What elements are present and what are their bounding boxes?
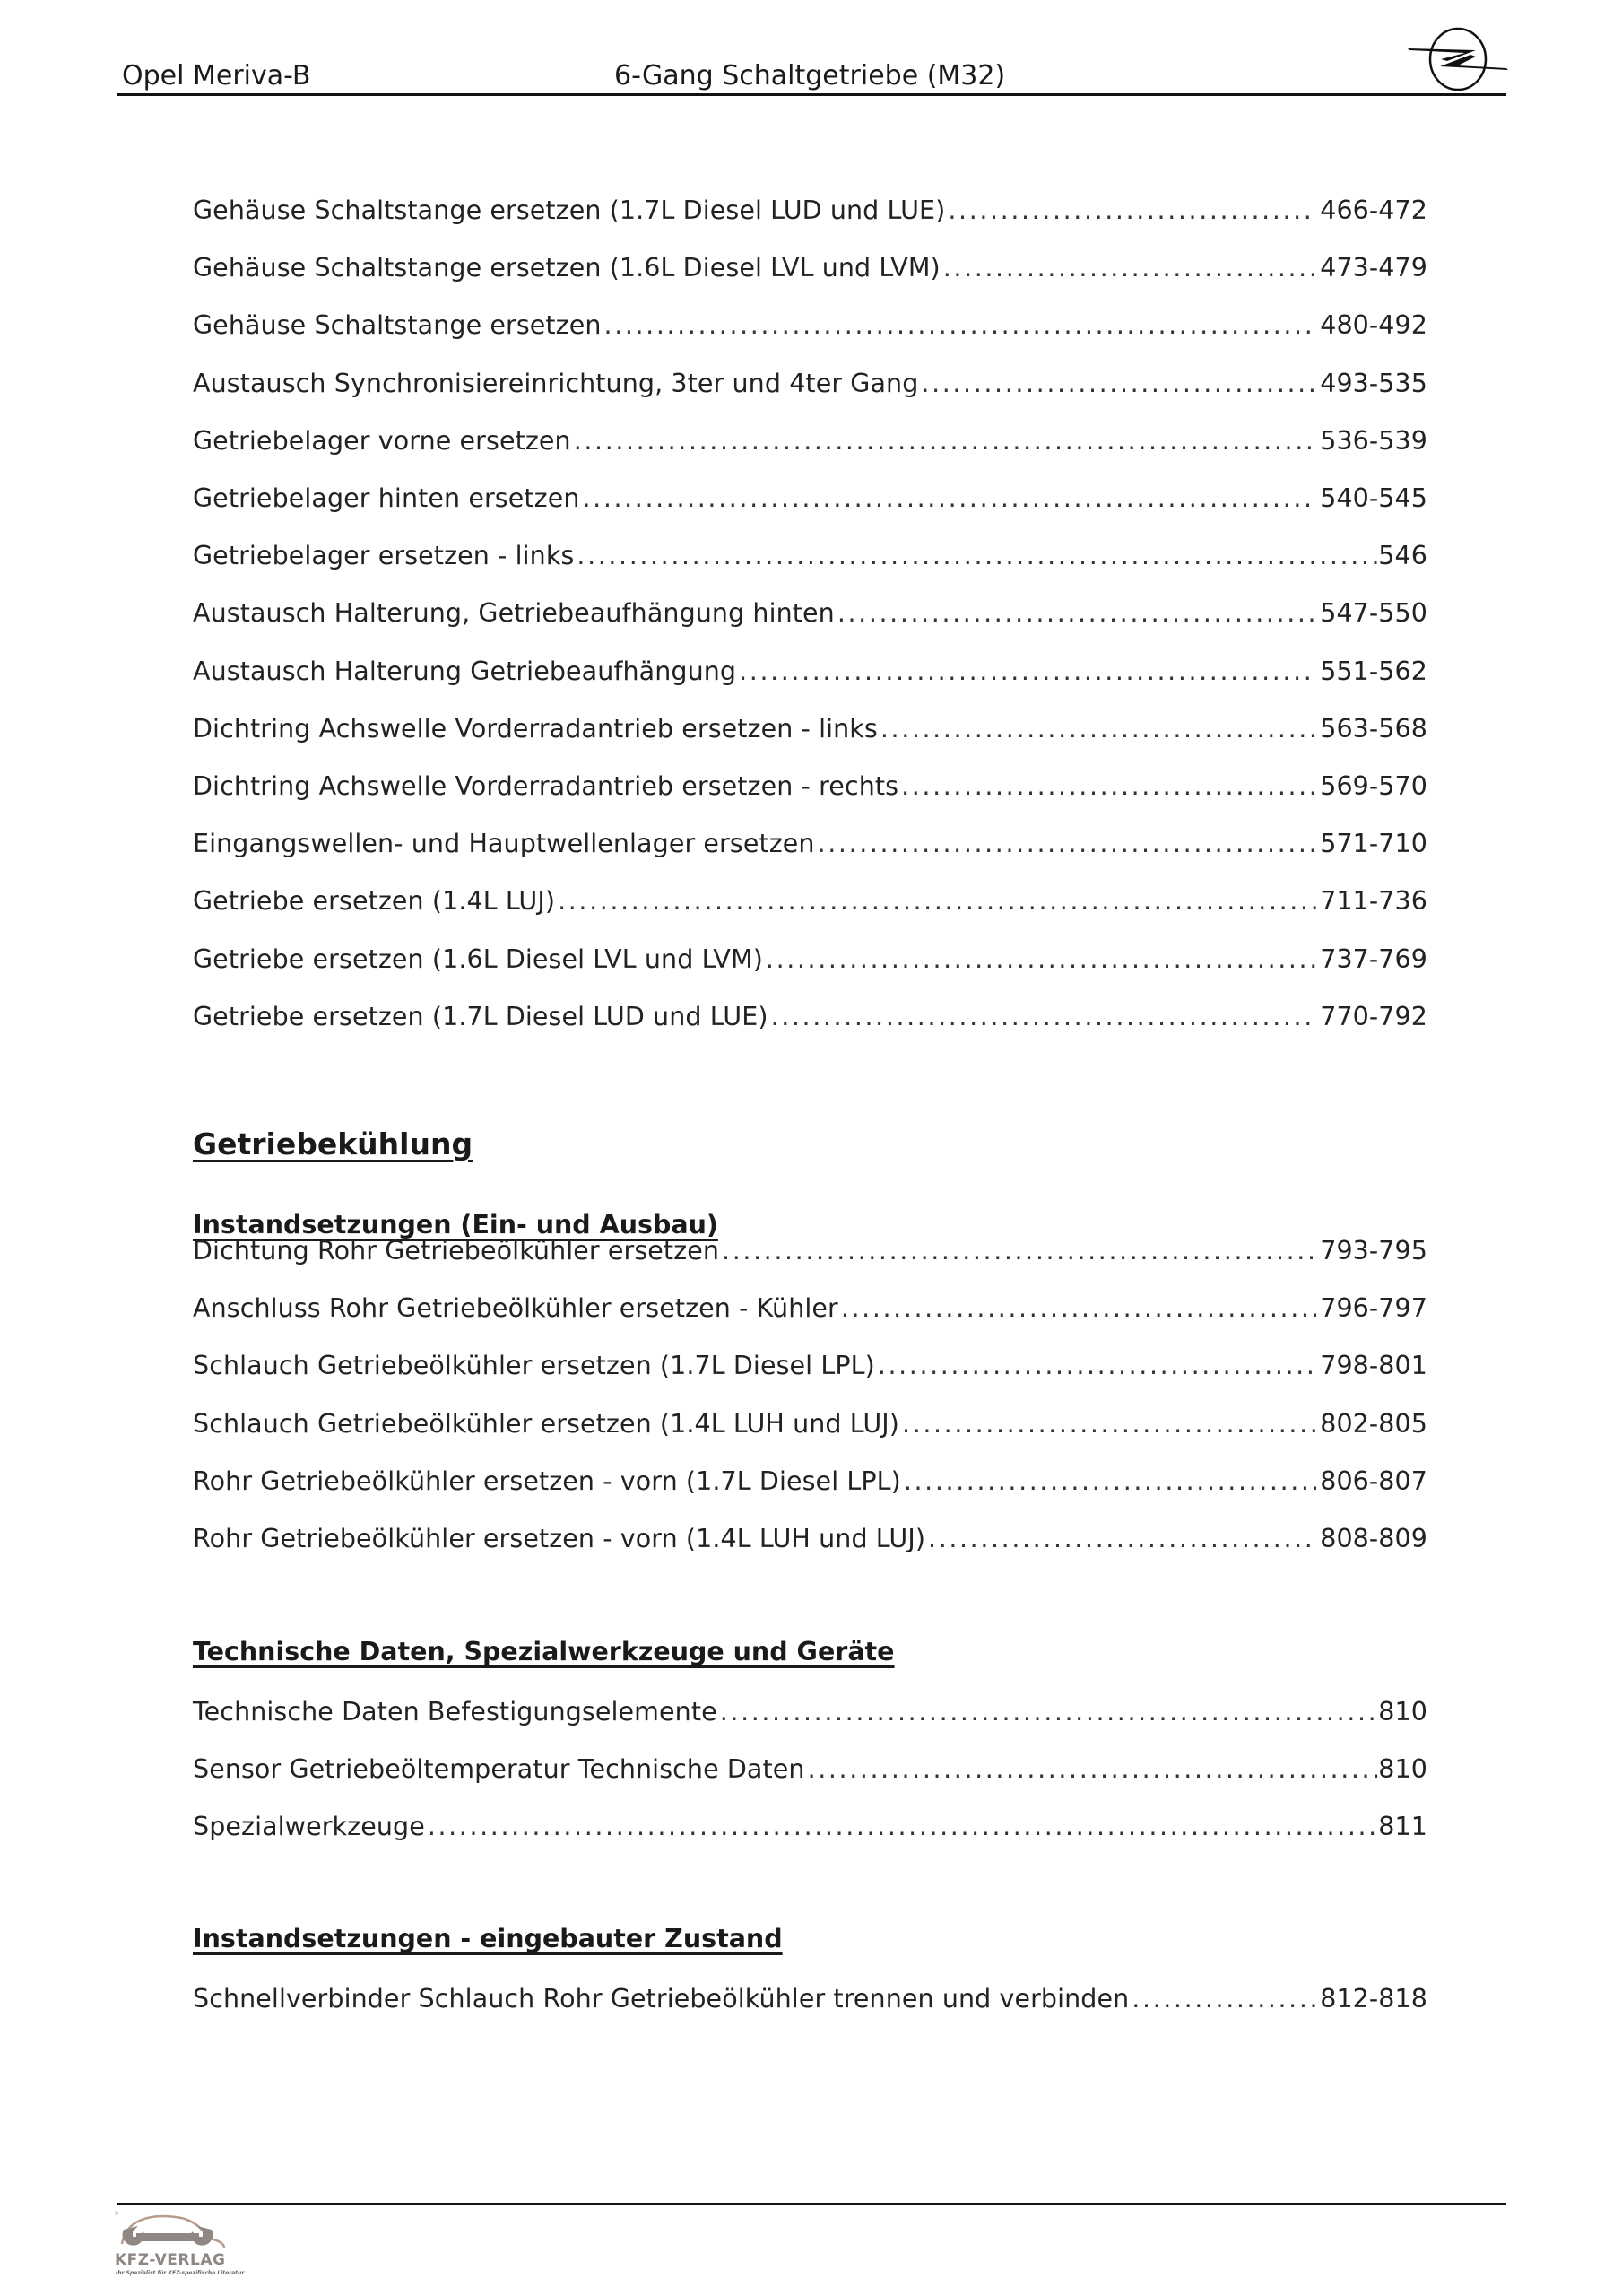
opel-blitz-logo-icon (1406, 25, 1510, 93)
toc-entry[interactable] (193, 308, 1427, 344)
toc-entry-page: 770-792 (1320, 1002, 1427, 1031)
dot-leader (837, 596, 1316, 631)
dot-leader (558, 883, 1316, 919)
toc-entry-title: Gehäuse Schaltstange ersetzen (1.7L Diesel LUD und LUE) (193, 196, 946, 225)
toc-entry-title: Schnellverbinder Schlauch Rohr Getriebeölkühler trennen und verbinden (193, 1984, 1130, 2013)
dot-leader (841, 1291, 1316, 1326)
toc-entry-title: Getriebe ersetzen (1.6L Diesel LVL und LVM) (193, 944, 763, 974)
toc-entry-page: 540-545 (1320, 483, 1427, 513)
dot-leader (428, 1809, 1378, 1845)
toc-entry[interactable] (193, 1694, 1427, 1730)
toc-entry-title: Dichtung Rohr Getriebeölkühler ersetzen (193, 1236, 720, 1265)
toc-entry-page: 711-736 (1320, 886, 1427, 916)
toc-entry-page: 569-570 (1320, 771, 1427, 801)
header-chapter-title: 6-Gang Schaltgetriebe (M32) (614, 60, 1006, 91)
toc-entry-page: 798-801 (1320, 1351, 1427, 1380)
dot-leader (943, 250, 1316, 286)
toc-entry-page: 810 (1378, 1697, 1427, 1726)
toc-entry-title: Getriebe ersetzen (1.7L Diesel LUD und LUE) (193, 1002, 768, 1031)
dot-leader (880, 711, 1316, 747)
toc-entry-page: 551-562 (1320, 657, 1427, 686)
section-heading-technische-daten[interactable]: Technische Daten, Spezialwerkzeuge und Geräte (193, 1637, 895, 1666)
dot-leader (878, 1348, 1316, 1384)
toc-entry-page: 806-807 (1320, 1466, 1427, 1496)
toc-entry-title: Anschluss Rohr Getriebeölkühler ersetzen - Kühler (193, 1293, 838, 1323)
toc-entry-page: 563-568 (1320, 714, 1427, 744)
section-heading-eingebauter-zustand[interactable]: Instandsetzungen - eingebauter Zustand (193, 1924, 783, 1953)
toc-entry-page: 571-710 (1320, 829, 1427, 858)
toc-entry-page: 808-809 (1320, 1524, 1427, 1553)
toc-entry-title: Eingangswellen- und Hauptwellenlager ersetzen (193, 829, 815, 858)
toc-entry-title: Dichtring Achswelle Vorderradantrieb ersetzen - links (193, 714, 878, 744)
dot-leader (771, 999, 1317, 1035)
toc-entry[interactable] (193, 942, 1427, 978)
toc-entry[interactable] (193, 1348, 1427, 1384)
toc-entry-page: 810 (1378, 1754, 1427, 1784)
dot-leader (577, 538, 1378, 574)
toc-entry[interactable] (193, 423, 1427, 459)
toc-entry[interactable] (193, 193, 1427, 229)
dot-leader (604, 308, 1317, 344)
toc-entry-title: Getriebe ersetzen (1.4L LUJ) (193, 886, 556, 916)
toc-entry-title: Spezialwerkzeuge (193, 1812, 425, 1841)
toc-entry-page: 493-535 (1320, 369, 1427, 398)
dot-leader (902, 1406, 1316, 1442)
toc-entry-page: 546 (1378, 541, 1427, 570)
toc-entry[interactable] (193, 1291, 1427, 1326)
toc-entry[interactable] (193, 883, 1427, 919)
toc-entry-page: 811 (1378, 1812, 1427, 1841)
toc-entry-title: Schlauch Getriebeölkühler ersetzen (1.4L LUH und LUJ) (193, 1409, 900, 1439)
dot-leader (1132, 1981, 1316, 2017)
toc-entry-title: Austausch Halterung, Getriebeaufhängung hinten (193, 598, 835, 628)
dot-leader (904, 1464, 1316, 1500)
toc-entry[interactable] (193, 999, 1427, 1035)
toc-entry-title: Rohr Getriebeölkühler ersetzen - vorn (1.7L Diesel LPL) (193, 1466, 901, 1496)
toc-entry-page: 793-795 (1320, 1236, 1427, 1265)
toc-entry-title: Dichtring Achswelle Vorderradantrieb ersetzen - rechts (193, 771, 899, 801)
toc-entry[interactable] (193, 1233, 1427, 1269)
toc-entry-page: 802-805 (1320, 1409, 1427, 1439)
toc-entry[interactable] (193, 1981, 1427, 2017)
publisher-logo-tagline: Ihr Spezialist für KFZ-spezifische Literatur (116, 2270, 245, 2276)
dot-leader (921, 366, 1316, 402)
toc-entry-page: 466-472 (1320, 196, 1427, 225)
toc-entry-page: 812-818 (1320, 1984, 1427, 2013)
toc-entry-title: Austausch Synchronisiereinrichtung, 3ter und 4ter Gang (193, 369, 919, 398)
toc-entry-page: 796-797 (1320, 1293, 1427, 1323)
toc-entry[interactable] (193, 596, 1427, 631)
toc-entry-page: 536-539 (1320, 426, 1427, 456)
dot-leader (720, 1694, 1379, 1730)
publisher-logo-name: KFZ-VERLAG (115, 2251, 226, 2269)
dot-leader (722, 1233, 1316, 1269)
dot-leader (583, 481, 1317, 517)
toc-entry-title: Gehäuse Schaltstange ersetzen (193, 310, 602, 340)
toc-entry[interactable] (193, 481, 1427, 517)
toc-entry-title: Austausch Halterung Getriebeaufhängung (193, 657, 737, 686)
toc-entry-page: 547-550 (1320, 598, 1427, 628)
toc-entry-page: 473-479 (1320, 253, 1427, 283)
toc-entry-title: Technische Daten Befestigungselemente (193, 1697, 717, 1726)
toc-entry[interactable] (193, 250, 1427, 286)
dot-leader (948, 193, 1316, 229)
toc-entry[interactable] (193, 538, 1427, 574)
toc-entry-title: Gehäuse Schaltstange ersetzen (1.6L Diesel LVL und LVM) (193, 253, 941, 283)
toc-entry[interactable] (193, 1521, 1427, 1557)
dot-leader (818, 826, 1317, 862)
car-wrench-logo-icon (113, 2208, 230, 2280)
dot-leader (928, 1521, 1316, 1557)
toc-entry[interactable] (193, 1406, 1427, 1442)
toc-entry[interactable] (193, 711, 1427, 747)
dot-leader (808, 1752, 1379, 1787)
toc-entry[interactable] (193, 826, 1427, 862)
toc-entry-title: Getriebelager hinten ersetzen (193, 483, 580, 513)
toc-entry-title: Rohr Getriebeölkühler ersetzen - vorn (1.4L LUH und LUJ) (193, 1524, 926, 1553)
toc-entry-title: Getriebelager vorne ersetzen (193, 426, 571, 456)
toc-entry[interactable] (193, 1809, 1427, 1845)
toc-entry[interactable] (193, 1752, 1427, 1787)
toc-entry[interactable] (193, 1464, 1427, 1500)
toc-entry[interactable] (193, 769, 1427, 804)
subsection-heading-instandsetzungen[interactable]: Instandsetzungen (Ein- und Ausbau) (193, 1210, 718, 1239)
toc-entry-title: Sensor Getriebeöltemperatur Technische Daten (193, 1754, 805, 1784)
dot-leader (739, 654, 1316, 690)
footer-divider (117, 2203, 1506, 2205)
toc-entry-title: Schlauch Getriebeölkühler ersetzen (1.7L Diesel LPL) (193, 1351, 875, 1380)
svg-text:®: ® (114, 2211, 119, 2217)
toc-entry-page: 737-769 (1320, 944, 1427, 974)
header-manual-title: Opel Meriva-B (122, 60, 311, 91)
section-heading-getriebekuehlung[interactable]: Getriebekühlung (193, 1126, 473, 1161)
dot-leader (766, 942, 1316, 978)
toc-entry[interactable] (193, 366, 1427, 402)
toc-entry-title: Getriebelager ersetzen - links (193, 541, 575, 570)
header-divider (117, 93, 1506, 96)
dot-leader (901, 769, 1316, 804)
dot-leader (574, 423, 1317, 459)
toc-entry[interactable] (193, 654, 1427, 690)
toc-entry-page: 480-492 (1320, 310, 1427, 340)
